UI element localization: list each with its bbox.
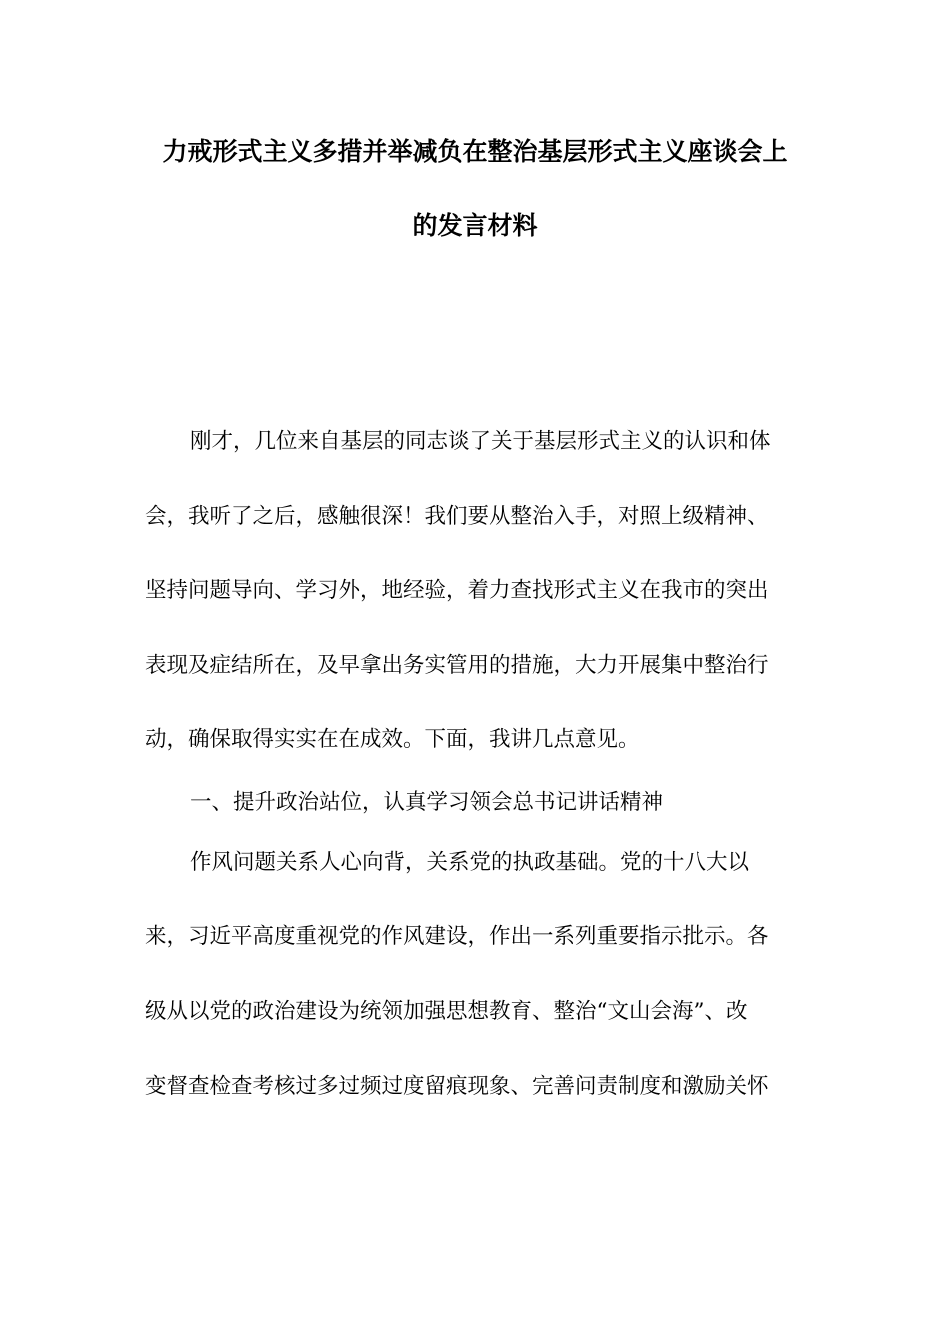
paragraph-line: 刚才，几位来自基层的同志谈了关于基层形式主义的认识和体: [190, 429, 771, 454]
section-heading: 一、提升政治站位，认真学习领会总书记讲话精神: [190, 790, 664, 815]
document-title-line-1: 力戒形式主义多措并举减负在整治基层形式主义座谈会上: [162, 137, 788, 166]
paragraph-line: 变督查检查考核过多过频过度留痕现象、完善问责制度和激励关怀: [145, 1074, 769, 1099]
document-title-line-2: 的发言材料: [412, 211, 538, 240]
paragraph-line: 坚持问题导向、学习外，地经验，着力查找形式主义在我市的突出: [145, 578, 769, 603]
paragraph-line: 作风问题关系人心向背，关系党的执政基础。党的十八大以: [190, 850, 750, 875]
paragraph-line: 动，确保取得实实在在成效。下面，我讲几点意见。: [145, 727, 640, 752]
paragraph-line: 表现及症结所在，及早拿出务实管用的措施，大力开展集中整治行: [145, 653, 769, 678]
paragraph-line: 来，习近平高度重视党的作风建设，作出一系列重要指示批示。各: [145, 924, 769, 949]
paragraph-line: 级从以党的政治建设为统领加强思想教育、整治“文山会海”、改: [145, 999, 748, 1024]
paragraph-line: 会，我听了之后，感触很深！我们要从整治入手，对照上级精神、: [145, 504, 769, 529]
